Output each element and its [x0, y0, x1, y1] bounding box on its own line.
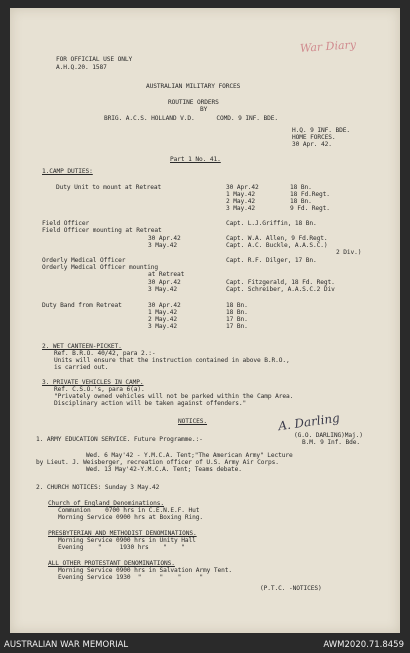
fo-mounting-label: Field Officer mounting at Retreat: [42, 227, 162, 234]
commander-line: BRIG. A.C.S. HOLLAND V.D. COMD. 9 INF. BDE.: [104, 115, 279, 122]
camp-duties-heading: 1.CAMP DUTIES:: [42, 168, 93, 175]
omo-date: 3 May.42: [148, 286, 178, 293]
private-vehicles-heading: 3. PRIVATE VEHICLES IN CAMP.: [42, 379, 144, 386]
duty-band-unit: 18 Bn.: [226, 309, 248, 316]
coe-heading: Church of England Denominations.: [48, 500, 165, 507]
duty-unit-unit: 18 Bn.: [290, 198, 312, 205]
duty-band-unit: 17 Bn.: [226, 323, 248, 330]
duty-unit-label: Duty Unit to mount at Retreat: [56, 184, 162, 191]
army-education-line: Wed. 13 May'42-Y.M.C.A. Tent; Teams debate.: [86, 466, 242, 473]
wet-canteen-heading: 2. WET CANTEEN-PICKET.: [42, 343, 122, 350]
omo-at-retreat: at Retreat: [148, 271, 185, 278]
fo-date: 30 Apr.42: [148, 235, 181, 242]
part-number: Part 1 No. 41.: [170, 156, 221, 163]
duty-unit-unit: 18 Fd.Regt.: [290, 191, 330, 198]
wet-canteen-text: is carried out.: [54, 364, 109, 371]
hq-line-2: HOME FORCES.: [292, 134, 336, 141]
fo-value: Capt. A.C. Buckle, A.A.S.C.): [226, 242, 328, 249]
presbyterian-heading: PRESBYTERIAN AND METHODIST DENOMINATIONS.: [48, 530, 197, 537]
signature: A. Darling: [277, 410, 341, 434]
archive-credit: AUSTRALIAN WAR MEMORIAL: [4, 640, 129, 650]
ptc-notices: (P.T.C. -NOTICES): [260, 585, 322, 592]
fo-date: 3 May.42: [148, 242, 178, 249]
duty-band-unit: 18 Bn.: [226, 302, 248, 309]
other-protestant-line: Morning Service 0900 hrs in Salvation Army Tent.: [58, 567, 233, 574]
handwritten-war-diary-note: War Diary: [299, 38, 357, 55]
duty-band-unit: 17 Bn.: [226, 316, 248, 323]
force-heading: AUSTRALIAN MILITARY FORCES: [146, 83, 241, 90]
orders-by: BY: [200, 106, 208, 113]
church-notices-heading: 2. CHURCH NOTICES: Sunday 3 May.42: [36, 484, 160, 491]
orders-title: ROUTINE ORDERS: [168, 99, 219, 106]
order-date: 30 Apr. 42.: [292, 141, 332, 148]
archive-reference: AWM2020.71.8459: [323, 640, 404, 650]
omo-date: 30 Apr.42: [148, 279, 181, 286]
duty-unit-unit: 18 Bn.: [290, 184, 312, 191]
fo-value: Capt. W.A. Allen, 9 Fd.Regt.: [226, 235, 328, 242]
duty-band-date: 3 May.42: [148, 323, 178, 330]
duty-unit-unit: 9 Fd. Regt.: [290, 205, 330, 212]
orderly-medical-value: Capt. R.F. Dilger, 17 Bn.: [226, 257, 317, 264]
signatory-role: B.M. 9 Inf. Bde.: [302, 439, 361, 446]
duty-unit-date: 1 May.42: [226, 191, 256, 198]
duty-band-label: Duty Band from Retreat: [42, 302, 122, 309]
army-education-line: Wed. 6 May'42 - Y.M.C.A. Tent;"The American Army" Lecture: [86, 452, 293, 459]
wet-canteen-text: Units will ensure that the instruction contained in above B.R.O.,: [54, 357, 290, 364]
notices-heading: NOTICES.: [178, 418, 208, 425]
fo-value-continued: 2 Div.): [336, 249, 362, 256]
hq-line-1: H.Q. 9 INF. BDE.: [292, 127, 351, 134]
army-education-line: by Lieut. J. Weisberger, recreation officer of U.S. Army Air Corps.: [36, 459, 279, 466]
signatory-name: (G.O. DARLING)Maj.): [294, 432, 363, 439]
other-protestant-heading: ALL OTHER PROTESTANT DENOMINATIONS.: [48, 560, 175, 567]
duty-unit-date: 3 May.42: [226, 205, 256, 212]
field-officer-value: Capt. L.J.Griffin, 18 Bn.: [226, 220, 317, 227]
duty-unit-date: 30 Apr.42: [226, 184, 259, 191]
presbyterian-line: Morning Service 0900 hrs in Unity Hall: [58, 537, 196, 544]
private-vehicles-text: "Privately owned vehicles will not be parked within the Camp Area.: [54, 393, 294, 400]
duty-band-date: 30 Apr.42: [148, 302, 181, 309]
army-education-heading: 1. ARMY EDUCATION SERVICE. Future Programme.:-: [36, 436, 203, 443]
duty-band-date: 2 May.42: [148, 316, 178, 323]
private-vehicles-ref: Ref. C.S.O.'s, para 6(a).: [54, 386, 145, 393]
duty-unit-date: 2 May.42: [226, 198, 256, 205]
coe-line: Communion 0700 hrs in C.E.N.E.F. Hut: [58, 507, 200, 514]
reference-number: A.H.Q.20. 1587: [56, 64, 107, 71]
omo-value: Capt. Schreiber, A.A.S.C.2 Div: [226, 286, 335, 293]
orderly-medical-label: Orderly Medical Officer: [42, 257, 126, 264]
omo-mounting-label: Orderly Medical Officer mounting: [42, 264, 159, 271]
presbyterian-line: Evening " 1930 hrs " ": [58, 544, 185, 551]
official-use-label: FOR OFFICIAL USE ONLY: [56, 56, 133, 63]
field-officer-label: Field Officer: [42, 220, 90, 227]
duty-band-date: 1 May.42: [148, 309, 178, 316]
omo-value: Capt. Fitzgerald, 18 Fd. Regt.: [226, 279, 335, 286]
coe-line: Morning Service 0900 hrs at Boxing Ring.: [58, 514, 204, 521]
private-vehicles-text: Disciplinary action will be taken against offenders.": [54, 400, 247, 407]
other-protestant-line: Evening Service 1930 " " " ": [58, 574, 204, 581]
wet-canteen-ref: Ref. B.R.O. 40/42, para 2.:-: [54, 350, 156, 357]
